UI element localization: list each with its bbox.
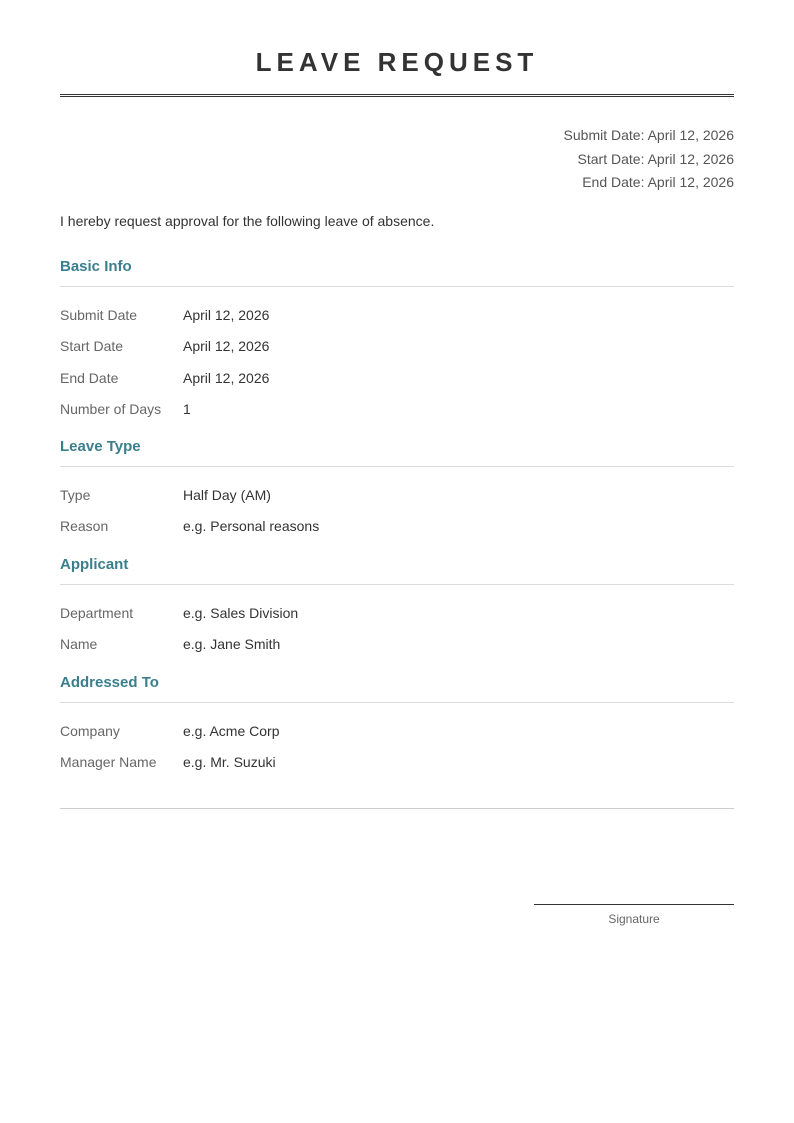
header-submit-date-value: April 12, 2026 [647, 127, 734, 143]
header-start-date-value: April 12, 2026 [647, 150, 734, 167]
title-double-rule [60, 94, 734, 98]
field-value: e.g. Mr. Suzuki [183, 754, 276, 771]
field-value: e.g. Jane Smith [183, 636, 281, 653]
section-basic-info [60, 256, 734, 425]
section-applicant [60, 554, 734, 660]
section-title: Leave Type [60, 438, 141, 455]
field-label: Name [60, 636, 98, 653]
section-divider [60, 466, 734, 467]
field-list [60, 479, 734, 542]
field-value: Half Day (AM) [183, 486, 271, 503]
header-start-date [564, 148, 734, 172]
header-start-date-label: Start Date: [577, 150, 645, 167]
field-value: April 12, 2026 [183, 369, 270, 386]
field-row-type [60, 479, 734, 511]
field-value: e.g. Sales Division [183, 604, 299, 621]
header-end-date-label: End Date: [582, 174, 645, 190]
header-submit-date-label: Submit Date: [563, 127, 645, 143]
field-label: Start Date [60, 338, 124, 355]
field-list [60, 597, 734, 660]
section-title: Applicant [60, 556, 129, 573]
signature-label: Signature [608, 912, 660, 926]
document-title: LEAVE REQUEST [255, 47, 539, 77]
section-leave-type [60, 436, 734, 542]
field-label: Department [60, 604, 134, 621]
intro-statement: I hereby request approval for the following leave of absence. [60, 213, 435, 229]
field-row-reason [60, 511, 734, 543]
field-label: Number of Days [60, 401, 162, 418]
header-end-date [564, 171, 734, 195]
header-submit-date [564, 124, 734, 148]
field-list [60, 299, 734, 425]
field-label: Reason [60, 518, 109, 535]
field-value: April 12, 2026 [183, 306, 270, 323]
section-title: Addressed To [60, 674, 159, 691]
field-row-end-date [60, 362, 734, 394]
section-divider [60, 584, 734, 585]
field-label: Type [60, 486, 91, 503]
field-label: Submit Date [60, 306, 138, 323]
field-row-start-date [60, 331, 734, 363]
field-label: Company [60, 722, 120, 739]
field-list [60, 715, 734, 778]
field-row-number-of-days [60, 394, 734, 426]
section-addressed-to [60, 672, 734, 778]
field-row-company [60, 715, 734, 747]
field-value: e.g. Acme Corp [183, 722, 280, 739]
field-row-manager-name [60, 747, 734, 779]
field-row-department [60, 597, 734, 629]
field-label: End Date [60, 369, 119, 386]
footer-divider [60, 808, 734, 809]
header-end-date-value: April 12, 2026 [647, 174, 734, 190]
section-title: Basic Info [60, 258, 132, 275]
field-value: 1 [183, 401, 191, 418]
field-row-submit-date [60, 299, 734, 331]
field-row-name [60, 629, 734, 661]
section-divider [60, 702, 734, 703]
header-date-block [564, 124, 734, 195]
field-value: e.g. Personal reasons [183, 518, 320, 535]
field-label: Manager Name [60, 754, 157, 771]
section-divider [60, 286, 734, 287]
signature-line [534, 904, 734, 905]
field-value: April 12, 2026 [183, 338, 270, 355]
document-page [60, 0, 734, 1123]
